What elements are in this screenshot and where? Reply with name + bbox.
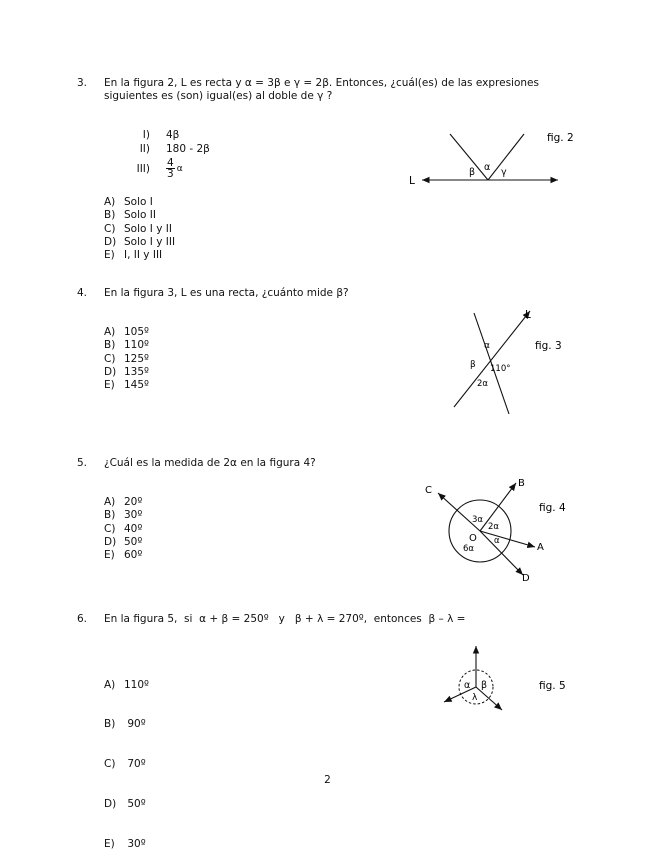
options-list: [104, 496, 142, 562]
option-a[interactable]: A) Solo I: [104, 196, 153, 208]
options-list: [104, 196, 175, 262]
option-d[interactable]: D) 50º: [104, 535, 143, 548]
point-label: B: [518, 478, 525, 489]
option-d[interactable]: D) 50º: [104, 798, 146, 811]
ray-c: [438, 493, 480, 531]
line-l: [454, 311, 530, 407]
figure-caption: fig. 3: [535, 340, 562, 352]
page-number: 2: [324, 774, 331, 786]
question-text: En la figura 3, L es una recta, ¿cuánto mide β?: [104, 287, 349, 299]
angle-label: α: [484, 341, 490, 351]
option-a[interactable]: A) 105º: [104, 326, 149, 338]
line-label: L: [525, 309, 531, 321]
figure-5: [440, 642, 580, 720]
angle-label: β: [470, 360, 476, 370]
option-e[interactable]: E) 145º: [104, 379, 149, 392]
figure-3: [440, 305, 580, 423]
angle-label: α: [464, 680, 471, 691]
question-number: 4.: [77, 287, 88, 299]
angle-label: λ: [472, 693, 478, 703]
expression-item: I) 4β: [142, 129, 180, 141]
figure-caption: fig. 2: [547, 132, 574, 144]
option-c[interactable]: C) 70º: [104, 758, 146, 771]
options-list: [104, 326, 149, 392]
question-text-line: En la figura 2, L es recta y α = 3β e γ = 2β. Entonces, ¿cuál(es) de las expresiones: [104, 77, 539, 89]
question-text: [104, 77, 584, 103]
angle-label: α: [484, 162, 491, 173]
angle-label: γ: [501, 167, 507, 178]
figure-caption: fig. 4: [539, 502, 566, 514]
option-e[interactable]: E) 30º: [104, 838, 146, 851]
point-label: D: [522, 573, 530, 584]
figure-caption: fig. 5: [539, 680, 566, 692]
option-a[interactable]: A) 110º: [104, 678, 149, 691]
line-label: L: [409, 175, 415, 187]
options-list: [104, 652, 149, 865]
option-b[interactable]: B) 110º: [104, 339, 149, 352]
option-c[interactable]: C) 40º: [104, 522, 143, 535]
expression-item: III) $\frac{4}{3}$ α: [136, 157, 183, 180]
angle-label: β: [481, 680, 488, 691]
question-text: En la figura 5, si α + β = 250º y β + λ = 270º, entonces β – λ =: [104, 613, 466, 625]
angle-label: 2α: [488, 522, 500, 532]
option-b[interactable]: B) 90º: [104, 718, 146, 731]
point-label: C: [425, 485, 432, 496]
question-number: 3.: [77, 77, 88, 89]
fraction: $\frac{4}{3}$: [167, 157, 174, 180]
expression-item: II) 180 - 2β: [139, 143, 210, 155]
option-d[interactable]: D) Solo I y III: [104, 235, 176, 248]
figure-4: [420, 475, 590, 593]
question-text-line: siguientes es (son) igual(es) al doble de γ ?: [104, 90, 333, 102]
point-label: A: [537, 542, 544, 553]
question-text: ¿Cuál es la medida de 2α en la figura 4?: [104, 457, 316, 469]
option-d[interactable]: D) 135º: [104, 365, 149, 378]
point-label: O: [469, 533, 477, 544]
angle-label: 110°: [490, 364, 511, 374]
option-c[interactable]: C) 125º: [104, 352, 149, 365]
figure-2: [400, 125, 590, 198]
angle-label: α: [494, 536, 500, 546]
expression-list: [128, 128, 210, 179]
angle-label: 2α: [477, 379, 489, 389]
option-b[interactable]: B) Solo II: [104, 209, 156, 222]
option-b[interactable]: B) 30º: [104, 509, 143, 522]
question-number: 6.: [77, 613, 88, 625]
ray-right: [476, 687, 502, 710]
angle-label: 6α: [463, 544, 475, 554]
question-number: 5.: [77, 457, 88, 469]
option-e[interactable]: E) I, II y III: [104, 249, 163, 262]
option-e[interactable]: E) 60º: [104, 549, 143, 562]
option-c[interactable]: C) Solo I y II: [104, 222, 172, 235]
angle-label: β: [469, 167, 476, 178]
option-a[interactable]: A) 20º: [104, 496, 143, 508]
angle-label: 3α: [472, 515, 484, 525]
